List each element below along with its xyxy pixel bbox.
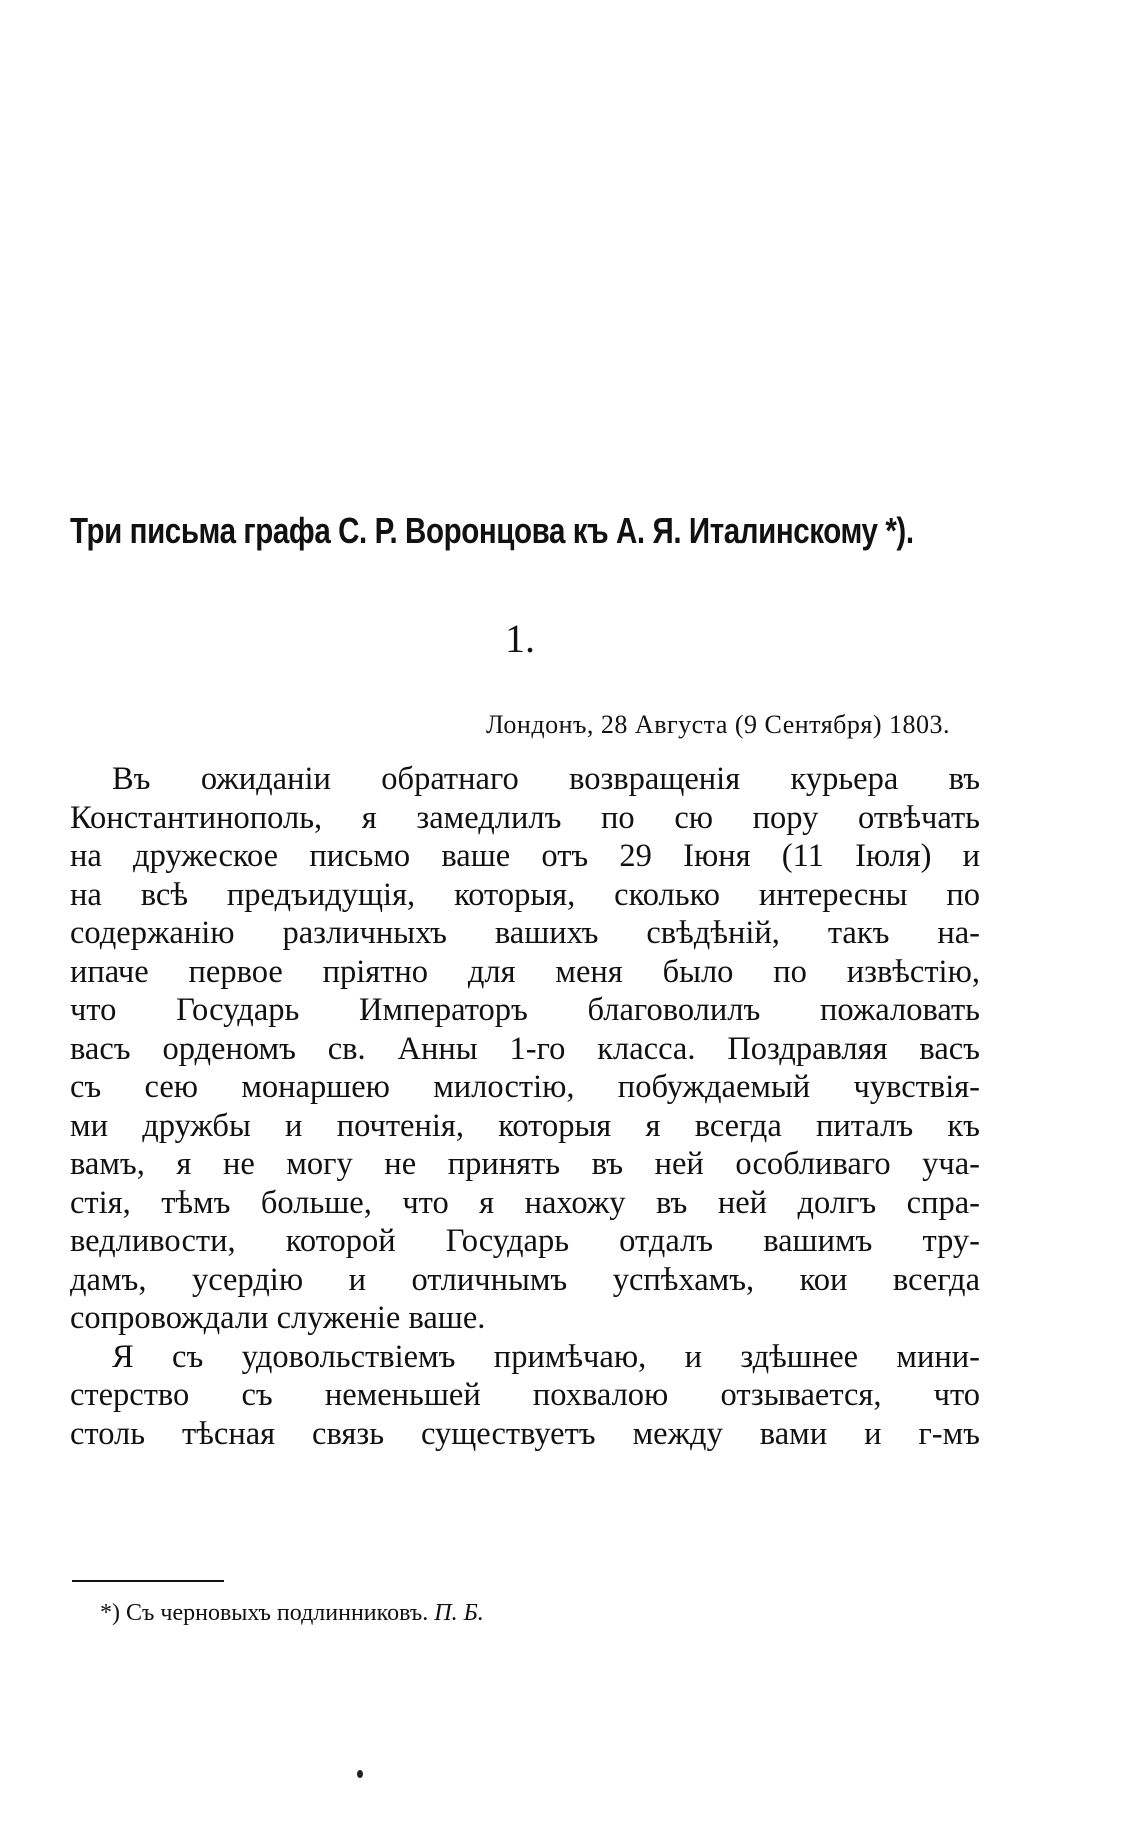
body-line: столь тѣсная связь существуетъ между вами и г-мъ (70, 1415, 980, 1452)
body-line: ведливости, которой Государь отдалъ вашимъ тру- (70, 1223, 980, 1259)
body-line: дамъ, усердію и отличнымъ успѣхамъ, кои всегда (70, 1261, 980, 1298)
body-line: содержанію различныхъ вашихъ свѣдѣній, такъ на- (70, 915, 980, 951)
letter-dateline: Лондонъ, 28 Августа (9 Сентября) 1803. (485, 710, 950, 739)
ink-speck (357, 1770, 363, 1778)
body-line: Я съ удовольствіемъ примѣчаю, и здѣшнее мини- (112, 1338, 980, 1375)
body-line: на дружеское письмо ваше отъ 29 Іюня (11 Іюля) и (70, 838, 980, 874)
body-line: ми дружбы и почтенія, которыя я всегда питалъ къ (70, 1107, 980, 1144)
body-line: сопровождали служеніе ваше. (70, 1300, 486, 1336)
body-line: стерство съ неменьшей похвалою отзывается, что (70, 1377, 980, 1413)
footnote (100, 1600, 484, 1627)
body-line: на всѣ предъидущія, которыя, сколько интересны по (70, 876, 980, 913)
footnote-divider (72, 1580, 224, 1582)
body-line: съ сею монаршею милостію, побуждаемый чувствія- (70, 1069, 980, 1105)
body-line: что Государь Императоръ благоволилъ пожаловать (70, 992, 980, 1028)
footnote-text: *) Съ черновыхъ подлинниковъ. (100, 1600, 429, 1626)
footnote-signature: П. Б. (434, 1600, 484, 1626)
body-line: вамъ, я не могу не принять въ ней особливаго уча- (70, 1146, 980, 1182)
body-line: Константинополь, я замедлилъ по сю пору отвѣчать (70, 799, 980, 836)
letter-body (70, 760, 980, 1453)
body-line: васъ орденомъ св. Анны 1-го класса. Поздравляя васъ (70, 1030, 980, 1067)
body-line: ипаче первое пріятно для меня было по извѣстію, (70, 953, 980, 990)
letter-number: 1. (505, 616, 535, 661)
page-title: Три письма графа С. Р. Воронцова къ А. Я. Италинскому *). (70, 510, 914, 551)
body-line: стія, тѣмъ больше, что я нахожу въ ней долгъ спра- (70, 1184, 980, 1221)
body-line: Въ ожиданіи обратнаго возвращенія курьера въ (112, 761, 980, 797)
